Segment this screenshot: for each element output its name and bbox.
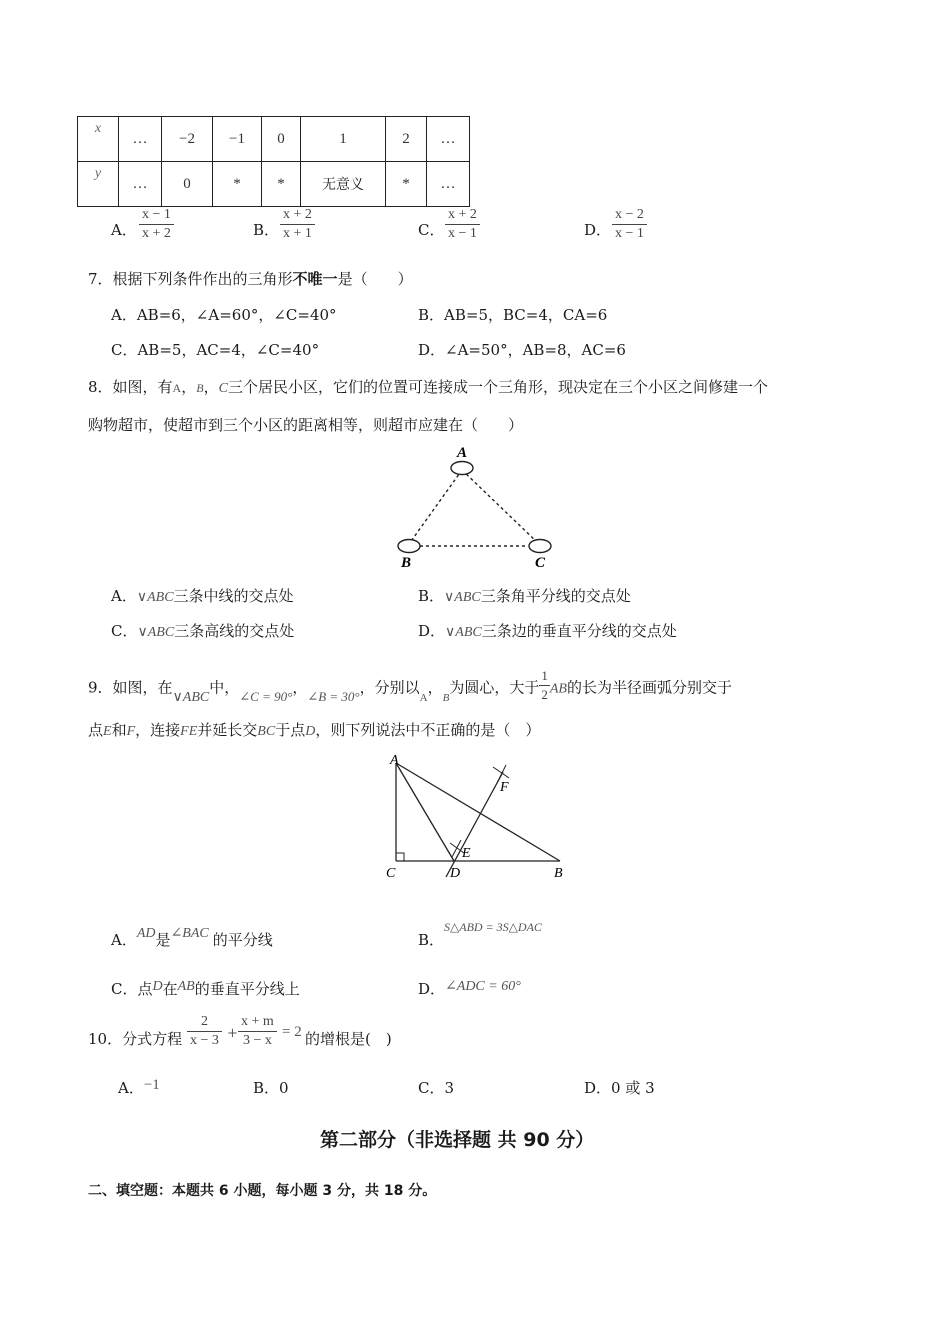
q7-stem-text: 是（ ） <box>337 270 413 288</box>
fraction-denominator: 3 − x <box>242 1033 272 1048</box>
label-e: E <box>462 846 471 861</box>
angle-b: ∠B = 30° <box>307 688 360 704</box>
angle-bac: ∠BAC <box>170 926 209 941</box>
table-cell: −2 <box>162 117 213 162</box>
q9-text: 于点 <box>275 721 306 739</box>
q9-stem-line2 <box>88 719 540 740</box>
option-text: 的平分线 <box>212 931 273 949</box>
option-label: D． <box>418 980 446 998</box>
q10-option-b: B．0 <box>253 1079 289 1097</box>
q8-var-c: C <box>218 381 228 396</box>
q9-text: 为圆心，大于 <box>449 678 540 697</box>
table-cell: … <box>427 117 470 162</box>
table-cell: * <box>386 162 427 207</box>
triangle-symbol: ∨ABC <box>445 625 482 640</box>
segment-ad: AD <box>136 926 156 941</box>
option-value: −1 <box>143 1077 160 1093</box>
q10-option-a <box>118 1077 160 1098</box>
q7-option-d: D．∠A=50°，AB=8，AC=6 <box>418 341 626 359</box>
label-c: C <box>386 866 396 881</box>
value-table <box>77 116 470 207</box>
label-c: C <box>535 555 546 571</box>
table-cell: y <box>78 162 119 207</box>
option-text: 在 <box>162 980 178 998</box>
table-cell: … <box>119 117 162 162</box>
q10-fraction-1 <box>187 1013 222 1050</box>
table-cell: * <box>262 162 301 207</box>
q8-option-a <box>111 585 294 606</box>
half-fraction <box>539 667 550 704</box>
ellipse-c <box>529 540 551 553</box>
segment-ab: AB <box>177 979 195 994</box>
q6-option-a-label: A． <box>111 221 137 239</box>
section-heading: 二、填空题：本题共 6 小题，每小题 3 分，共 18 分。 <box>88 1183 437 1199</box>
option-label: D． <box>418 622 446 640</box>
q10-text: 的增根是( ) <box>305 1030 392 1048</box>
fraction-numerator: x − 1 <box>139 206 174 225</box>
q9-text: 和 <box>111 721 127 739</box>
fraction-denominator: x − 1 <box>615 226 644 241</box>
q6-option-b-label: B． <box>253 221 280 239</box>
q9-text: ，连接 <box>135 721 181 739</box>
option-text: 三条中线的交点处 <box>173 587 294 605</box>
table-cell: 无意义 <box>301 162 386 207</box>
triangle-symbol: ∨ABC <box>172 689 210 705</box>
triangle-symbol: ∨ABC <box>136 590 174 605</box>
triangle-symbol: ∨ABC <box>137 625 175 640</box>
q7-stem-text: 7．根据下列条件作出的三角形 <box>88 270 293 288</box>
q10-option-d: D．0 或 3 <box>584 1079 655 1097</box>
fraction-denominator: 2 <box>541 687 548 702</box>
q7-stem <box>88 268 413 289</box>
q9-text: ，则下列说法中不正确的是（ ） <box>315 721 541 739</box>
q8-option-c <box>111 620 294 641</box>
q8-var-b: B <box>196 381 204 395</box>
segment-ab: AB <box>549 681 567 697</box>
option-label: B． <box>418 587 445 605</box>
q8-stem-line2: 购物超市，使超市到三个小区的距离相等，则超市应建在（ ） <box>88 416 524 434</box>
plus-sign: + <box>227 1026 238 1041</box>
segment-fe: FE <box>180 724 198 739</box>
fraction-denominator: x + 1 <box>283 226 312 241</box>
label-f: F <box>500 780 509 795</box>
option-label: C． <box>111 622 138 640</box>
option-text: 是 <box>155 931 171 949</box>
segment-bc: BC <box>257 724 276 739</box>
option-text: 的垂直平分线上 <box>194 980 300 998</box>
angle-c: ∠C = 90° <box>239 688 293 704</box>
fraction-numerator: x − 2 <box>612 206 647 225</box>
q10-stem <box>88 1028 182 1049</box>
q6-option-c-fraction <box>445 206 480 243</box>
var-a: A <box>419 691 428 704</box>
q7-stem-emphasis: 不唯一 <box>292 270 338 288</box>
label-a: A <box>390 753 399 768</box>
table-cell: 2 <box>386 117 427 162</box>
q8-stem-line1: 8．如图，有A，B，C三个居民小区，它们的位置可连接成一个三角形，现决定在三个小区之间修建一个 <box>88 378 768 396</box>
fraction-numerator: x + 2 <box>280 206 315 225</box>
area-equation: S△ABD = 3S△DAC <box>444 920 542 934</box>
option-text: 三条角平分线的交点处 <box>480 587 631 605</box>
part2-title: 第二部分（非选择题 共 90 分） <box>320 1129 595 1151</box>
equals-two: = 2 <box>282 1024 302 1040</box>
q6-option-d-fraction <box>612 206 647 243</box>
q9-text: 9．如图，在 <box>88 678 173 697</box>
option-label: A． <box>111 931 137 949</box>
fraction-numerator: x + 2 <box>445 206 480 225</box>
q8-var-a: A <box>172 381 182 395</box>
option-label: A． <box>118 1079 144 1097</box>
q9-option-a <box>111 926 273 950</box>
q7-option-a: A．AB=6，∠A=60°，∠C=40° <box>111 306 337 324</box>
table-cell: x <box>78 117 119 162</box>
triangle-symbol: ∨ABC <box>444 590 481 605</box>
q9-option-c <box>111 978 300 999</box>
var-b: B <box>442 691 450 704</box>
q9-text: 中， <box>209 678 240 697</box>
label-d: D <box>450 866 461 881</box>
ellipse-b <box>398 540 420 553</box>
table-row <box>78 117 470 162</box>
fraction-numerator: x + m <box>238 1013 277 1032</box>
q6-option-a-fraction <box>139 206 174 243</box>
q9-text: 并延长交 <box>197 721 258 739</box>
q8-option-b <box>418 585 631 606</box>
point-e: E <box>103 724 112 739</box>
table-cell: … <box>119 162 162 207</box>
q6-option-b-fraction <box>280 206 315 243</box>
q8-text: 三个居民小区，它们的位置可连接成一个三角形，现决定在三个小区之间修建一个 <box>227 378 768 396</box>
q7-option-c: C．AB=5，AC=4，∠C=40° <box>111 341 320 359</box>
q6-option-c-label: C． <box>418 221 445 239</box>
q10-option-c: C．3 <box>418 1079 455 1097</box>
q9-text: 点 <box>88 721 104 739</box>
table-cell: −1 <box>213 117 262 162</box>
q9-stem-line1: 9．如图，在∨ABC中，∠C = 90°，∠B = 30°，分别以$_A$，$_B$为圆心，大于 $\frac{1}{2}$ AB的长为半径画弧分别交于 <box>88 668 732 705</box>
q6-option-d-label: D． <box>584 221 612 239</box>
table-cell: * <box>213 162 262 207</box>
q9-triangle-figure <box>380 750 580 885</box>
fraction-denominator: x − 3 <box>190 1033 219 1048</box>
table-cell: 0 <box>262 117 301 162</box>
q10-fraction-2 <box>238 1013 277 1050</box>
option-label: C．点 <box>111 980 153 998</box>
table-cell: 0 <box>162 162 213 207</box>
ellipse-a <box>451 462 473 475</box>
label-b: B <box>554 866 563 881</box>
q8-option-d <box>418 620 677 641</box>
q7-option-b: B．AB=5，BC=4，CA=6 <box>418 306 608 324</box>
angle-adc: ∠ADC = 60° <box>445 979 521 994</box>
label-a: A <box>457 445 468 461</box>
fraction-numerator: 1 <box>539 667 550 686</box>
fraction-numerator: 2 <box>187 1013 222 1032</box>
point-d: D <box>152 979 163 994</box>
option-label: A． <box>111 587 137 605</box>
table-cell: … <box>427 162 470 207</box>
point-d: D <box>305 724 316 739</box>
q10-text: 10．分式方程 <box>88 1030 183 1048</box>
table-row <box>78 162 470 207</box>
option-text: 三条边的垂直平分线的交点处 <box>481 622 677 640</box>
option-label: B． <box>418 931 445 949</box>
q8-text: 8．如图，有 <box>88 378 173 396</box>
option-text: 三条高线的交点处 <box>174 622 295 640</box>
q9-option-d <box>418 978 521 999</box>
q8-triangle-figure <box>390 440 560 572</box>
q9-text: ，分别以 <box>359 678 420 697</box>
q9-text: 的长为半径画弧分别交于 <box>566 678 732 697</box>
point-f: F <box>126 724 136 739</box>
table-cell: 1 <box>301 117 386 162</box>
fraction-denominator: x − 1 <box>448 226 477 241</box>
label-b: B <box>401 555 412 571</box>
fraction-denominator: x + 2 <box>142 226 171 241</box>
